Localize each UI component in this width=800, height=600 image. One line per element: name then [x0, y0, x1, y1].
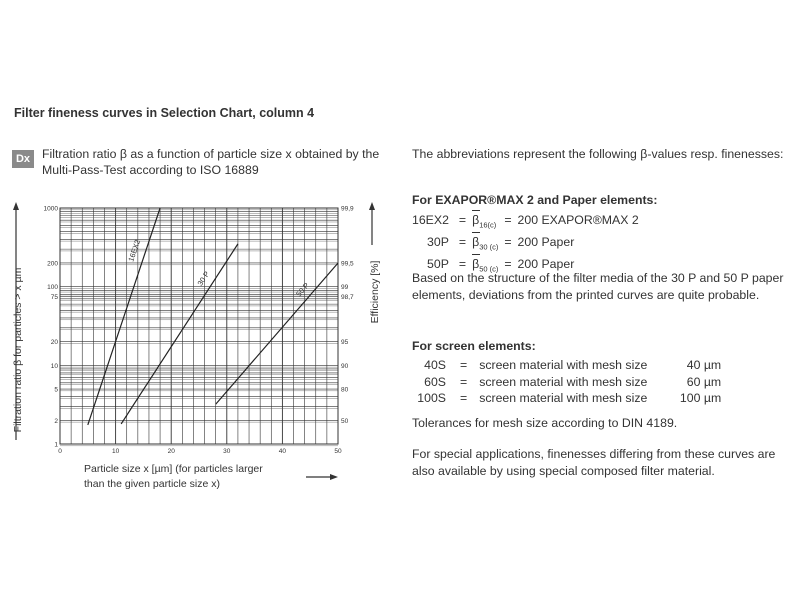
def-value: 200 Paper: [517, 234, 575, 249]
def-code: 16EX2: [412, 213, 449, 227]
screen-row: [412, 390, 721, 407]
def-beta: $\beta_{16(c)}$: [472, 212, 498, 234]
def-eq2: =: [504, 234, 512, 249]
series-label: 30 P: [195, 269, 212, 288]
y-axis-arrow-head: [13, 202, 19, 210]
x-tick-label: 30: [223, 448, 231, 455]
screen-size: 60 µm: [686, 374, 722, 389]
def-value: 200 Paper: [517, 256, 575, 271]
special-note: For special applications, finenesses differing from these curves are also available by using special composed filter material.: [412, 447, 776, 478]
y2-tick-label: 98,7: [341, 293, 354, 301]
x-tick-label: 0: [58, 448, 62, 455]
y-tick-label: 20: [50, 339, 58, 347]
x-tick-label: 10: [111, 448, 120, 455]
y-tick-label: 2: [54, 417, 58, 425]
exapor-heading: For EXAPOR®MAX 2 and Paper elements:: [412, 193, 658, 207]
y2-axis-label: Efficiency [%]: [369, 260, 381, 324]
plot-frame: [60, 208, 338, 444]
y-tick-label: 75: [50, 293, 58, 301]
y-tick-label: 1: [54, 441, 58, 449]
screen-definitions: [412, 357, 721, 407]
screen-heading: For screen elements:: [412, 339, 536, 353]
def-eq2: =: [504, 256, 512, 271]
y2-tick-label: 99: [341, 284, 349, 292]
def-eq: =: [458, 256, 467, 271]
y-tick-label: 200: [47, 260, 58, 268]
screen-size: 40 µm: [686, 358, 722, 372]
screen-desc: screen material with mesh size: [479, 374, 648, 389]
y2-tick-label: 99,9: [341, 205, 354, 213]
chart-caption: Filtration ratio β as a function of particle size x obtained by the Multi-Pass-Test according to ISO 16889: [42, 147, 380, 177]
y2-tick-label: 80: [341, 386, 349, 394]
series-label: 16EX2: [126, 238, 143, 263]
y-tick-label: 10: [50, 362, 58, 370]
section-title: Filter fineness curves in Selection Chart, column 4: [14, 106, 315, 120]
screen-code: 60S: [424, 374, 446, 389]
series-label: 50 P: [294, 280, 312, 299]
def-code: 50P: [427, 256, 449, 271]
def-value: 200 EXAPOR®MAX 2: [517, 213, 639, 227]
screen-size: 100 µm: [679, 391, 722, 405]
beta-definition-row: [412, 234, 639, 256]
filter-fineness-chart: [0, 190, 400, 500]
y2-axis-arrow-head: [369, 202, 375, 210]
screen-row: [412, 357, 721, 374]
x-axis-label-line2: than the given particle size x): [84, 478, 220, 490]
def-eq: =: [458, 213, 467, 227]
y2-tick-label: 50: [341, 417, 349, 425]
dx-badge: Dx: [12, 150, 34, 168]
paper-note: Based on the structure of the filter media of the 30 P and 50 P paper elements, deviations from the printed curves are quite probable.: [412, 271, 784, 302]
y2-tick-label: 90: [341, 362, 349, 370]
y-tick-label: 1000: [43, 205, 58, 213]
x-tick-label: 40: [278, 448, 287, 455]
y2-tick-label: 95: [341, 339, 349, 347]
x-tick-label: 50: [334, 448, 342, 455]
intro-text: The abbreviations represent the following β-values resp. finenesses:: [412, 147, 784, 161]
screen-row: [412, 374, 721, 391]
chart-grid: [60, 208, 338, 446]
beta-definitions: [412, 212, 639, 278]
x-axis-label-line1: Particle size x [µm] (for particles larger: [84, 463, 263, 475]
beta-definition-row: [412, 212, 639, 234]
def-code: 30P: [427, 234, 449, 249]
y-axis-label: Filtration ratio β for particles > x µm: [12, 267, 24, 433]
def-eq2: =: [504, 213, 512, 227]
screen-desc: screen material with mesh size: [479, 391, 648, 405]
series-lines: [88, 208, 338, 425]
screen-desc: screen material with mesh size: [479, 358, 648, 372]
screen-eq: =: [460, 374, 468, 389]
x-axis-arrow-head: [330, 474, 338, 480]
def-beta: $\beta_{50 (c)}$: [472, 256, 498, 278]
y2-tick-label: 99,5: [341, 260, 354, 268]
x-tick-label: 20: [167, 448, 175, 455]
screen-eq: =: [460, 358, 468, 372]
screen-code: 40S: [424, 358, 446, 372]
def-eq: =: [458, 234, 467, 249]
y-tick-label: 100: [47, 284, 58, 292]
screen-eq: =: [460, 391, 468, 405]
y-tick-label: 5: [54, 386, 58, 394]
screen-code: 100S: [417, 391, 446, 405]
def-beta: $\beta_{30 (c)}$: [472, 234, 498, 256]
tolerance-note: Tolerances for mesh size according to DIN 4189.: [412, 416, 678, 430]
